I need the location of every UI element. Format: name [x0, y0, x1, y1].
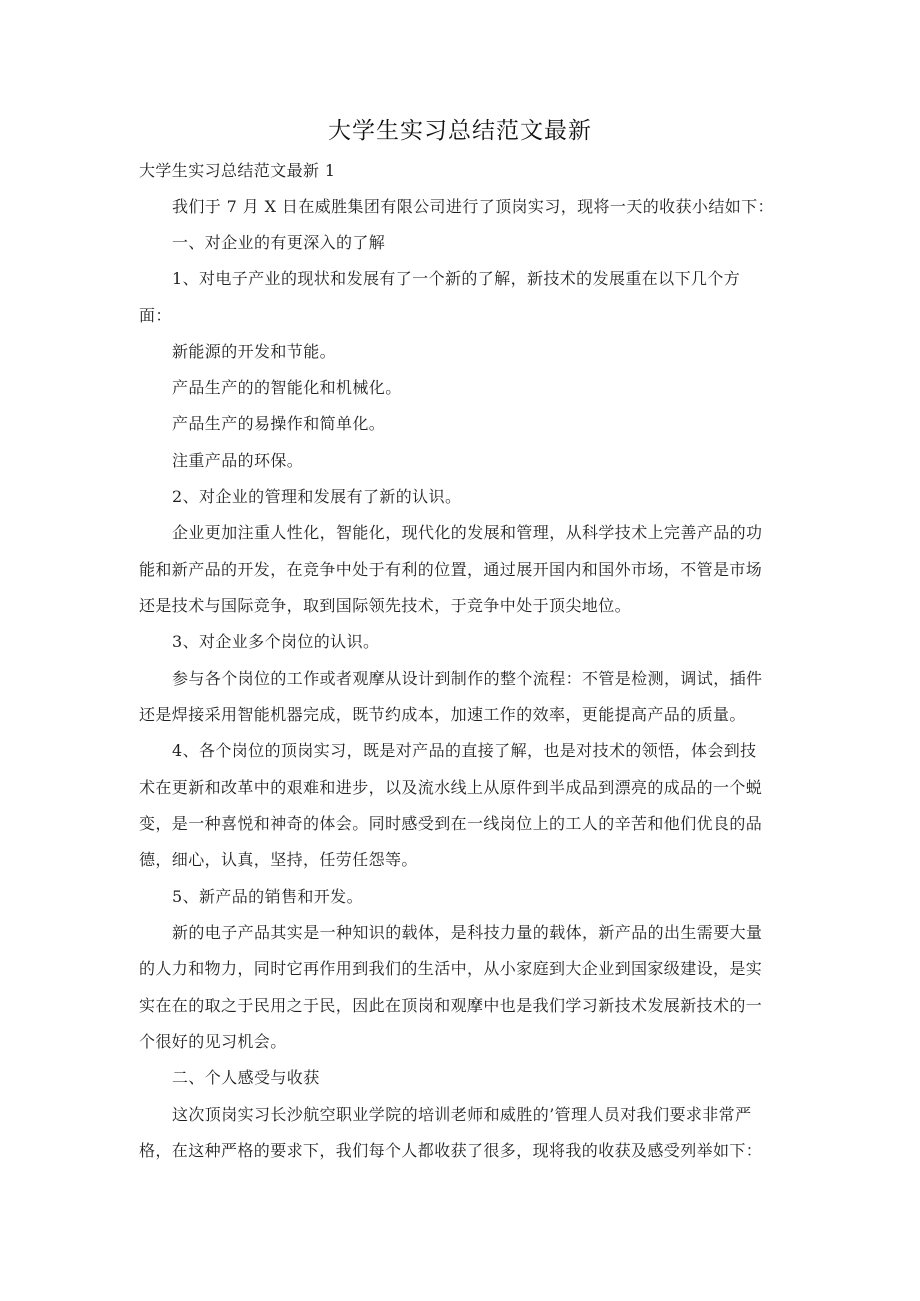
subheading: 5、新产品的销售和开发。: [172, 887, 363, 906]
section-heading: 大学生实习总结范文最新 1: [139, 161, 336, 180]
paragraph-line: 德，细心，认真，坚持，任劳任怨等。: [139, 850, 418, 869]
section-heading: 二、个人感受与收获: [172, 1068, 320, 1087]
paragraph-line: 这次顶岗实习长沙航空职业学院的培训老师和威胜的’管理人员对我们要求非常严: [172, 1105, 752, 1124]
paragraph-line: 个很好的见习机会。: [139, 1032, 287, 1051]
paragraph-line: 能和新产品的开发，在竞争中处于有利的位置，通过展开国内和国外市场，不管是市场: [139, 560, 763, 579]
list-line: 新能源的开发和节能。: [172, 342, 337, 361]
paragraph-line: 参与各个岗位的工作或者观摩从设计到制作的整个流程：不管是检测，调试，插件: [172, 669, 763, 688]
paragraph-line: 实在在的取之于民用之于民，因此在顶岗和观摩中也是我们学习新技术发展新技术的一: [139, 996, 763, 1015]
list-line: 产品生产的易操作和简单化。: [172, 414, 386, 433]
paragraph-line: 新的电子产品其实是一种知识的载体，是科技力量的载体，新产品的出生需要大量: [172, 923, 763, 942]
paragraph-line: 企业更加注重人性化，智能化，现代化的发展和管理，从科学技术上完善产品的功: [172, 523, 763, 542]
paragraph-line: 术在更新和改革中的艰难和进步，以及流水线上从原件到半成品到漂亮的成品的一个蜕: [139, 778, 763, 797]
list-line: 产品生产的的智能化和机械化。: [172, 378, 402, 397]
subheading: 2、对企业的管理和发展有了新的认识。: [172, 487, 462, 506]
paragraph-line: 1、对电子产业的现状和发展有了一个新的了解，新技术的发展重在以下几个方: [172, 269, 741, 288]
paragraph-line: 变，是一种喜悦和神奇的体会。同时感受到在一线岗位上的工人的辛苦和他们优良的品: [139, 814, 763, 833]
list-line: 注重产品的环保。: [172, 451, 304, 470]
paragraph-line: 面：: [139, 306, 172, 325]
paragraph-line: 4、各个岗位的顶岗实习，既是对产品的直接了解，也是对技术的领悟，体会到技: [172, 741, 757, 760]
subheading: 一、对企业的有更深入的了解: [172, 233, 386, 252]
paragraph-line: 我们于 7 月 X 日在威胜集团有限公司进行了顶岗实习，现将一天的收获小结如下：: [172, 197, 774, 216]
paragraph-line: 还是技术与国际竞争，取到国际领先技术，于竞争中处于顶尖地位。: [139, 596, 632, 615]
document-title: 大学生实习总结范文最新: [328, 118, 592, 144]
paragraph-line: 还是焊接采用智能机器完成，既节约成本，加速工作的效率，更能提高产品的质量。: [139, 705, 746, 724]
paragraph-line: 格，在这种严格的要求下，我们每个人都收获了很多，现将我的收获及感受列举如下：: [139, 1141, 763, 1160]
subheading: 3、对企业多个岗位的认识。: [172, 632, 380, 651]
paragraph-line: 的人力和物力，同时它再作用到我们的生活中，从小家庭到大企业到国家级建设，是实: [139, 959, 763, 978]
